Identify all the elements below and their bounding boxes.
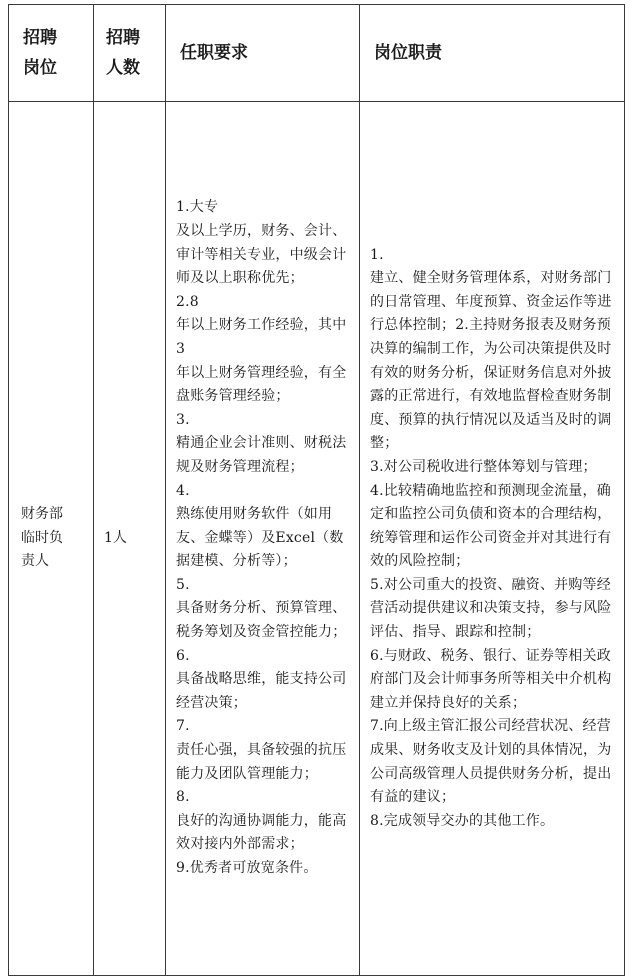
header-duties-label: 岗位职责 [374,43,442,63]
post-cell [9,102,94,976]
header-post [9,5,94,102]
header-requirements [166,5,360,102]
header-count-label: 招聘人数 [106,28,140,78]
header-count [94,5,166,102]
count-cell [94,102,166,976]
count-value: 1人 [104,529,127,546]
requirements-cell [166,102,360,976]
duties-text: 1. 建立、健全财务管理体系，对财务部门的日常管理、年度预算、资金运作等进行总体控制；2.主持财务报表及财务预决算的编制工作，为公司决策提供及时有效的财务分析，保证财务信息对外披露的正常进行，有效地监督检查财务制度、预算的执行情况以及适当及时的调整； 3.对公司税收进行整体筹划与管理； 4.比较精确地监控和预测现金流量，确定和监控公司负债和资本的合理结构，统筹管理和运作公司资金并对其进行有效的风险控制； 5.对公司重大的投资、融资、并购等经营活动提供建议和决策支持，参与风险评估、指导、跟踪和控制； 6.与财政、税务、银行、证券等相关政府部门及会计师事务所等相关中介机构建立并保持良好的关系； 7.向上级主管汇报公司经营状况、经营成果、财务收支及计划的具体情况，为公司高级管理人员提供财务分析，提出有益的建议； 8.完成领导交办的其他工作。 [370,246,612,829]
header-row [9,5,625,102]
header-requirements-label: 任职要求 [180,43,248,63]
duties-cell [360,102,625,976]
requirements-text: 1.大专 及以上学历，财务、会计、审计等相关专业，中级会计师及以上职称优先； 2.8 年以上财务工作经验，其中 3 年以上财务管理经验，有全盘账务管理经验； 3. 精通企业会计准则、财税法规及财务管理流程； 4. 熟练使用财务软件（如用友、金蝶等）及Excel（数据建模、分析等）； 5. 具备财务分析、预算管理、税务筹划及资金管控能力； 6. 具备战略思维，能支持公司经营决策； 7. 责任心强，具备较强的抗压能力及团队管理能力； 8. 良好的沟通协调能力，能高效对接内外部需求； 9.优秀者可放宽条件。 [176,199,347,877]
recruitment-table [8,4,625,976]
header-duties [360,5,625,102]
table-row [9,102,625,976]
header-post-label: 招聘岗位 [23,28,57,78]
post-value: 财务部临时负责人 [21,506,63,570]
